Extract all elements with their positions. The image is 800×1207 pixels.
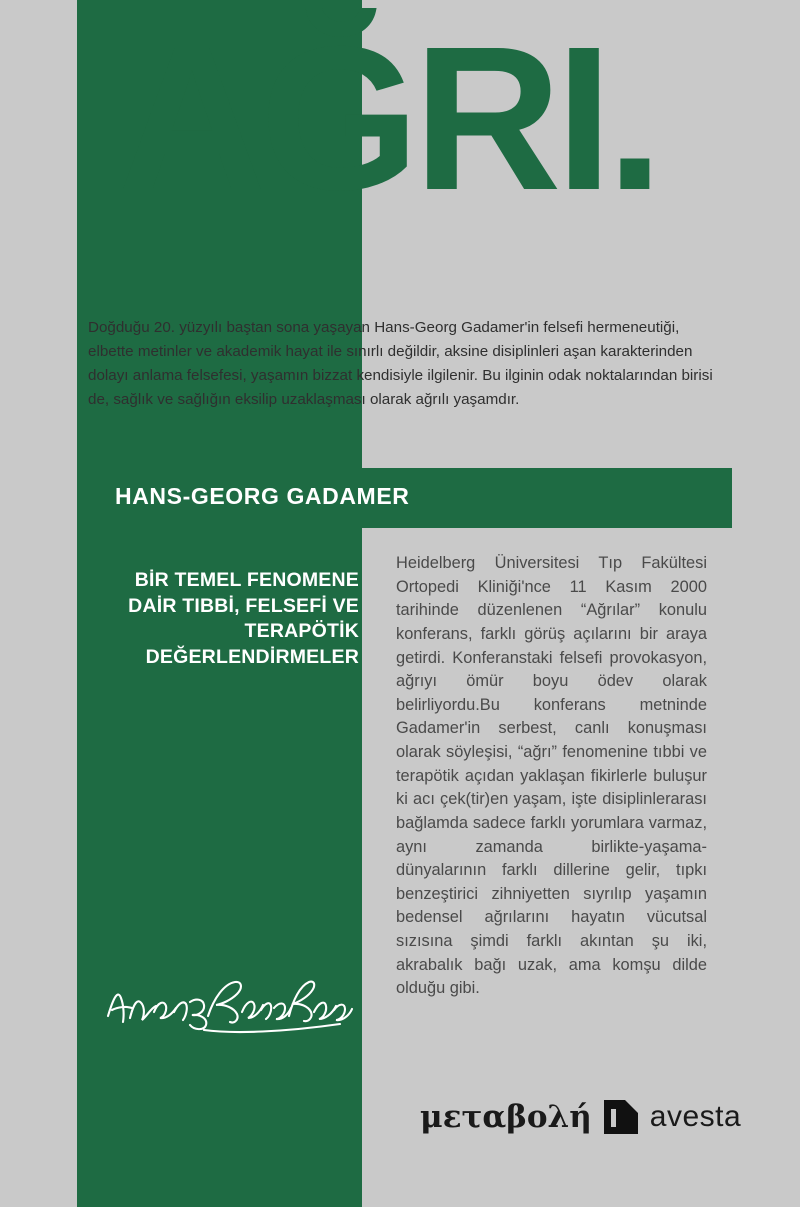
author-signature — [104, 972, 354, 1042]
avesta-logo-icon — [604, 1100, 638, 1134]
back-cover-paragraph: Heidelberg Üniversitesi Tıp Fakültesi Ortopedi Kliniği'nce 11 Kasım 2000 tarihinde düzenlenen “Ağrılar” konulu konferans, farklı görüş açılarını bir araya getirdi. Konferanstaki felsefi provokasyon, ağrıyı ömür boyu ödev olarak belirliyordu.Bu konferans metninde Gadamer'in serbest, canlı konuşması olarak söyleşisi, “ağrı” fenomenine tıbbi ve terapötik açıdan yaklaşan fikirlerle buluşur ki acı çek(tir)en yaşam, işte disiplinlerarası bağlamda sadece farklı yorumlara varmaz, aynı zamanda birlikte-yaşama-dünyalarının farklı dillerine gelir, tıpkı benzeştirici zihniyetten sıyrılıp yaşamın bedensel ağrılarını hayatın vücutsal sızısına şimdi farklı akıntan şu iki, akrabalık bağı uzak, ama komşu dilde olduğu gibi. — [396, 554, 707, 998]
publisher-row — [420, 1100, 741, 1134]
page-title: AĞRI. — [118, 4, 658, 233]
author-name: HANS-GEORG GADAMER — [115, 483, 410, 509]
cover-blurb: Doğduğu 20. yüzyılı baştan sona yaşayan Hans-Georg Gadamer'in felsefi hermeneutiği, elbette metinler ve akademik hayat ile sınırlı değildir, aksine disiplinleri aşan karakterinden dolayı anlama felsefesi, yaşamın bizzat kendisiyle ilgilenir. Bu ilginin odak noktalarından birisi de, sağlık ve sağlığın eksilip uzaklaşması olarak ağrılı yaşamdır. — [88, 319, 713, 408]
cover-subtitle: BİR TEMEL FENOMENE DAİR TIBBİ, FELSEFİ VE TERAPÖTİK DEĞERLENDİRMELER — [128, 569, 359, 669]
imprint-name: μεταβολή — [420, 1098, 592, 1135]
back-cover-text — [396, 552, 707, 1001]
publisher-name: avesta — [649, 1100, 742, 1133]
